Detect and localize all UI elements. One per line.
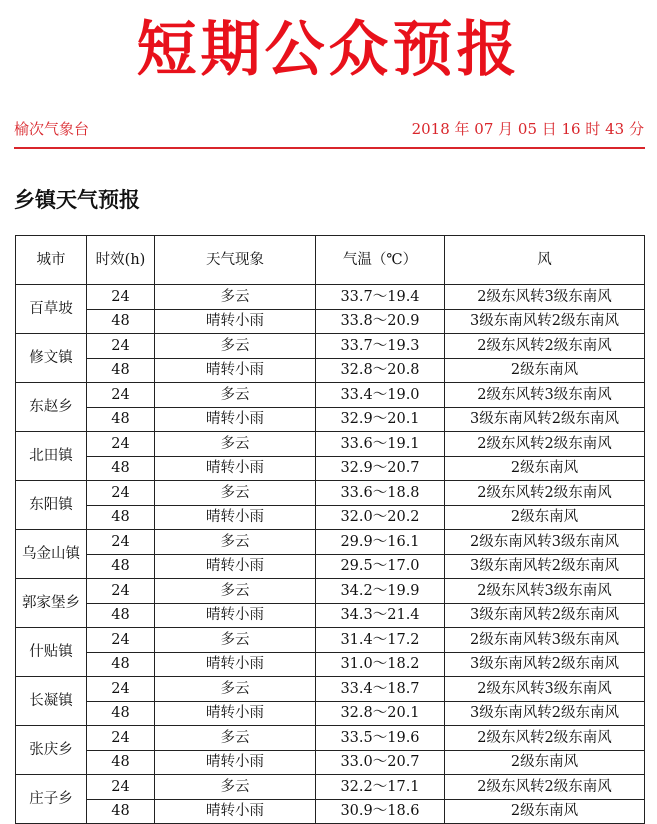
- wind-cell: 2级东南风: [445, 456, 645, 481]
- section-title: 乡镇天气预报: [14, 187, 140, 212]
- weather-cell: 多云: [155, 285, 316, 310]
- city-name-cell: 东阳镇: [16, 481, 87, 530]
- wind-cell: 3级东南风转2级东南风: [445, 652, 645, 677]
- table-header-row: [16, 236, 645, 285]
- wind-cell: 2级东风转3级东南风: [445, 579, 645, 604]
- weather-cell: 多云: [155, 481, 316, 506]
- city-name-cell: 东赵乡: [16, 383, 87, 432]
- table-row: [16, 726, 645, 751]
- weather-cell: 晴转小雨: [155, 603, 316, 628]
- hours-cell: 24: [87, 432, 155, 457]
- table-row: [16, 358, 645, 383]
- temperature-cell: 29.5～17.0: [316, 554, 445, 579]
- hours-cell: 24: [87, 726, 155, 751]
- temperature-cell: 32.9～20.7: [316, 456, 445, 481]
- column-header-wind: 风: [445, 236, 645, 285]
- hours-cell: 24: [87, 579, 155, 604]
- temperature-cell: 33.6～18.8: [316, 481, 445, 506]
- table-row: [16, 383, 645, 408]
- weather-cell: 多云: [155, 530, 316, 555]
- city-name-cell: 什贴镇: [16, 628, 87, 677]
- temperature-cell: 32.0～20.2: [316, 505, 445, 530]
- weather-cell: 多云: [155, 775, 316, 800]
- table-row: [16, 432, 645, 457]
- weather-cell: 多云: [155, 334, 316, 359]
- table-row: [16, 652, 645, 677]
- temperature-cell: 34.2～19.9: [316, 579, 445, 604]
- temperature-cell: 34.3～21.4: [316, 603, 445, 628]
- temperature-cell: 33.4～19.0: [316, 383, 445, 408]
- city-name-cell: 庄子乡: [16, 775, 87, 824]
- temperature-cell: 31.4～17.2: [316, 628, 445, 653]
- issue-datetime: 2018 年 07 月 05 日 16 时 43 分: [411, 120, 644, 138]
- report-header: [14, 118, 644, 140]
- page-title: 短期公众预报: [136, 15, 521, 85]
- weather-cell: 多云: [155, 726, 316, 751]
- table-row: [16, 309, 645, 334]
- table-row: [16, 603, 645, 628]
- hours-cell: 48: [87, 799, 155, 824]
- hours-cell: 24: [87, 481, 155, 506]
- wind-cell: 2级东南风: [445, 799, 645, 824]
- temperature-cell: 33.8～20.9: [316, 309, 445, 334]
- weather-cell: 晴转小雨: [155, 505, 316, 530]
- table-row: [16, 285, 645, 310]
- weather-cell: 晴转小雨: [155, 701, 316, 726]
- hours-cell: 24: [87, 775, 155, 800]
- weather-cell: 多云: [155, 628, 316, 653]
- weather-cell: 晴转小雨: [155, 309, 316, 334]
- hours-cell: 48: [87, 701, 155, 726]
- temperature-cell: 31.0～18.2: [316, 652, 445, 677]
- table-row: [16, 456, 645, 481]
- wind-cell: 2级东风转2级东南风: [445, 775, 645, 800]
- temperature-cell: 33.7～19.4: [316, 285, 445, 310]
- temperature-cell: 32.8～20.1: [316, 701, 445, 726]
- weather-cell: 多云: [155, 432, 316, 457]
- wind-cell: 2级东南风: [445, 750, 645, 775]
- city-name-cell: 张庆乡: [16, 726, 87, 775]
- table-row: [16, 750, 645, 775]
- hours-cell: 48: [87, 652, 155, 677]
- weather-cell: 多云: [155, 677, 316, 702]
- hours-cell: 48: [87, 309, 155, 334]
- table-row: [16, 677, 645, 702]
- wind-cell: 3级东南风转2级东南风: [445, 603, 645, 628]
- hours-cell: 48: [87, 456, 155, 481]
- column-header-temp: 气温（℃）: [316, 236, 445, 285]
- temperature-cell: 32.8～20.8: [316, 358, 445, 383]
- table-row: [16, 579, 645, 604]
- hours-cell: 48: [87, 554, 155, 579]
- wind-cell: 2级东风转2级东南风: [445, 432, 645, 457]
- weather-cell: 多云: [155, 383, 316, 408]
- hours-cell: 24: [87, 334, 155, 359]
- wind-cell: 2级东风转3级东南风: [445, 383, 645, 408]
- wind-cell: 2级东南风转3级东南风: [445, 530, 645, 555]
- weather-cell: 多云: [155, 579, 316, 604]
- hours-cell: 48: [87, 505, 155, 530]
- table-row: [16, 481, 645, 506]
- hours-cell: 48: [87, 603, 155, 628]
- weather-cell: 晴转小雨: [155, 554, 316, 579]
- weather-cell: 晴转小雨: [155, 456, 316, 481]
- table-row: [16, 407, 645, 432]
- hours-cell: 24: [87, 677, 155, 702]
- weather-cell: 晴转小雨: [155, 358, 316, 383]
- temperature-cell: 33.4～18.7: [316, 677, 445, 702]
- city-name-cell: 郭家堡乡: [16, 579, 87, 628]
- temperature-cell: 33.5～19.6: [316, 726, 445, 751]
- wind-cell: 2级东风转2级东南风: [445, 334, 645, 359]
- forecast-table: [15, 235, 645, 824]
- weather-cell: 晴转小雨: [155, 652, 316, 677]
- weather-cell: 晴转小雨: [155, 407, 316, 432]
- hours-cell: 24: [87, 530, 155, 555]
- table-row: [16, 530, 645, 555]
- hours-cell: 24: [87, 383, 155, 408]
- table-row: [16, 505, 645, 530]
- city-name-cell: 百草坡: [16, 285, 87, 334]
- table-row: [16, 701, 645, 726]
- hours-cell: 48: [87, 407, 155, 432]
- table-row: [16, 799, 645, 824]
- temperature-cell: 33.6～19.1: [316, 432, 445, 457]
- weather-cell: 晴转小雨: [155, 750, 316, 775]
- column-header-hours: 时效(h): [87, 236, 155, 285]
- wind-cell: 2级东风转2级东南风: [445, 726, 645, 751]
- table-row: [16, 628, 645, 653]
- wind-cell: 2级东南风: [445, 358, 645, 383]
- hours-cell: 24: [87, 628, 155, 653]
- wind-cell: 3级东南风转2级东南风: [445, 554, 645, 579]
- city-name-cell: 乌金山镇: [16, 530, 87, 579]
- temperature-cell: 29.9～16.1: [316, 530, 445, 555]
- hours-cell: 48: [87, 358, 155, 383]
- wind-cell: 3级东南风转2级东南风: [445, 407, 645, 432]
- column-header-city: 城市: [16, 236, 87, 285]
- temperature-cell: 30.9～18.6: [316, 799, 445, 824]
- issuer-label: 榆次气象台: [14, 120, 90, 138]
- temperature-cell: 33.7～19.3: [316, 334, 445, 359]
- table-row: [16, 775, 645, 800]
- city-name-cell: 北田镇: [16, 432, 87, 481]
- wind-cell: 2级东南风: [445, 505, 645, 530]
- city-name-cell: 长凝镇: [16, 677, 87, 726]
- city-name-cell: 修文镇: [16, 334, 87, 383]
- hours-cell: 48: [87, 750, 155, 775]
- wind-cell: 2级东南风转3级东南风: [445, 628, 645, 653]
- table-row: [16, 554, 645, 579]
- header-divider: [14, 147, 645, 149]
- temperature-cell: 32.2～17.1: [316, 775, 445, 800]
- column-header-weather: 天气现象: [155, 236, 316, 285]
- table-row: [16, 334, 645, 359]
- wind-cell: 2级东风转3级东南风: [445, 285, 645, 310]
- hours-cell: 24: [87, 285, 155, 310]
- wind-cell: 2级东风转3级东南风: [445, 677, 645, 702]
- wind-cell: 2级东风转2级东南风: [445, 481, 645, 506]
- temperature-cell: 33.0～20.7: [316, 750, 445, 775]
- weather-cell: 晴转小雨: [155, 799, 316, 824]
- wind-cell: 3级东南风转2级东南风: [445, 701, 645, 726]
- wind-cell: 3级东南风转2级东南风: [445, 309, 645, 334]
- temperature-cell: 32.9～20.1: [316, 407, 445, 432]
- forecast-table-body: [16, 285, 645, 824]
